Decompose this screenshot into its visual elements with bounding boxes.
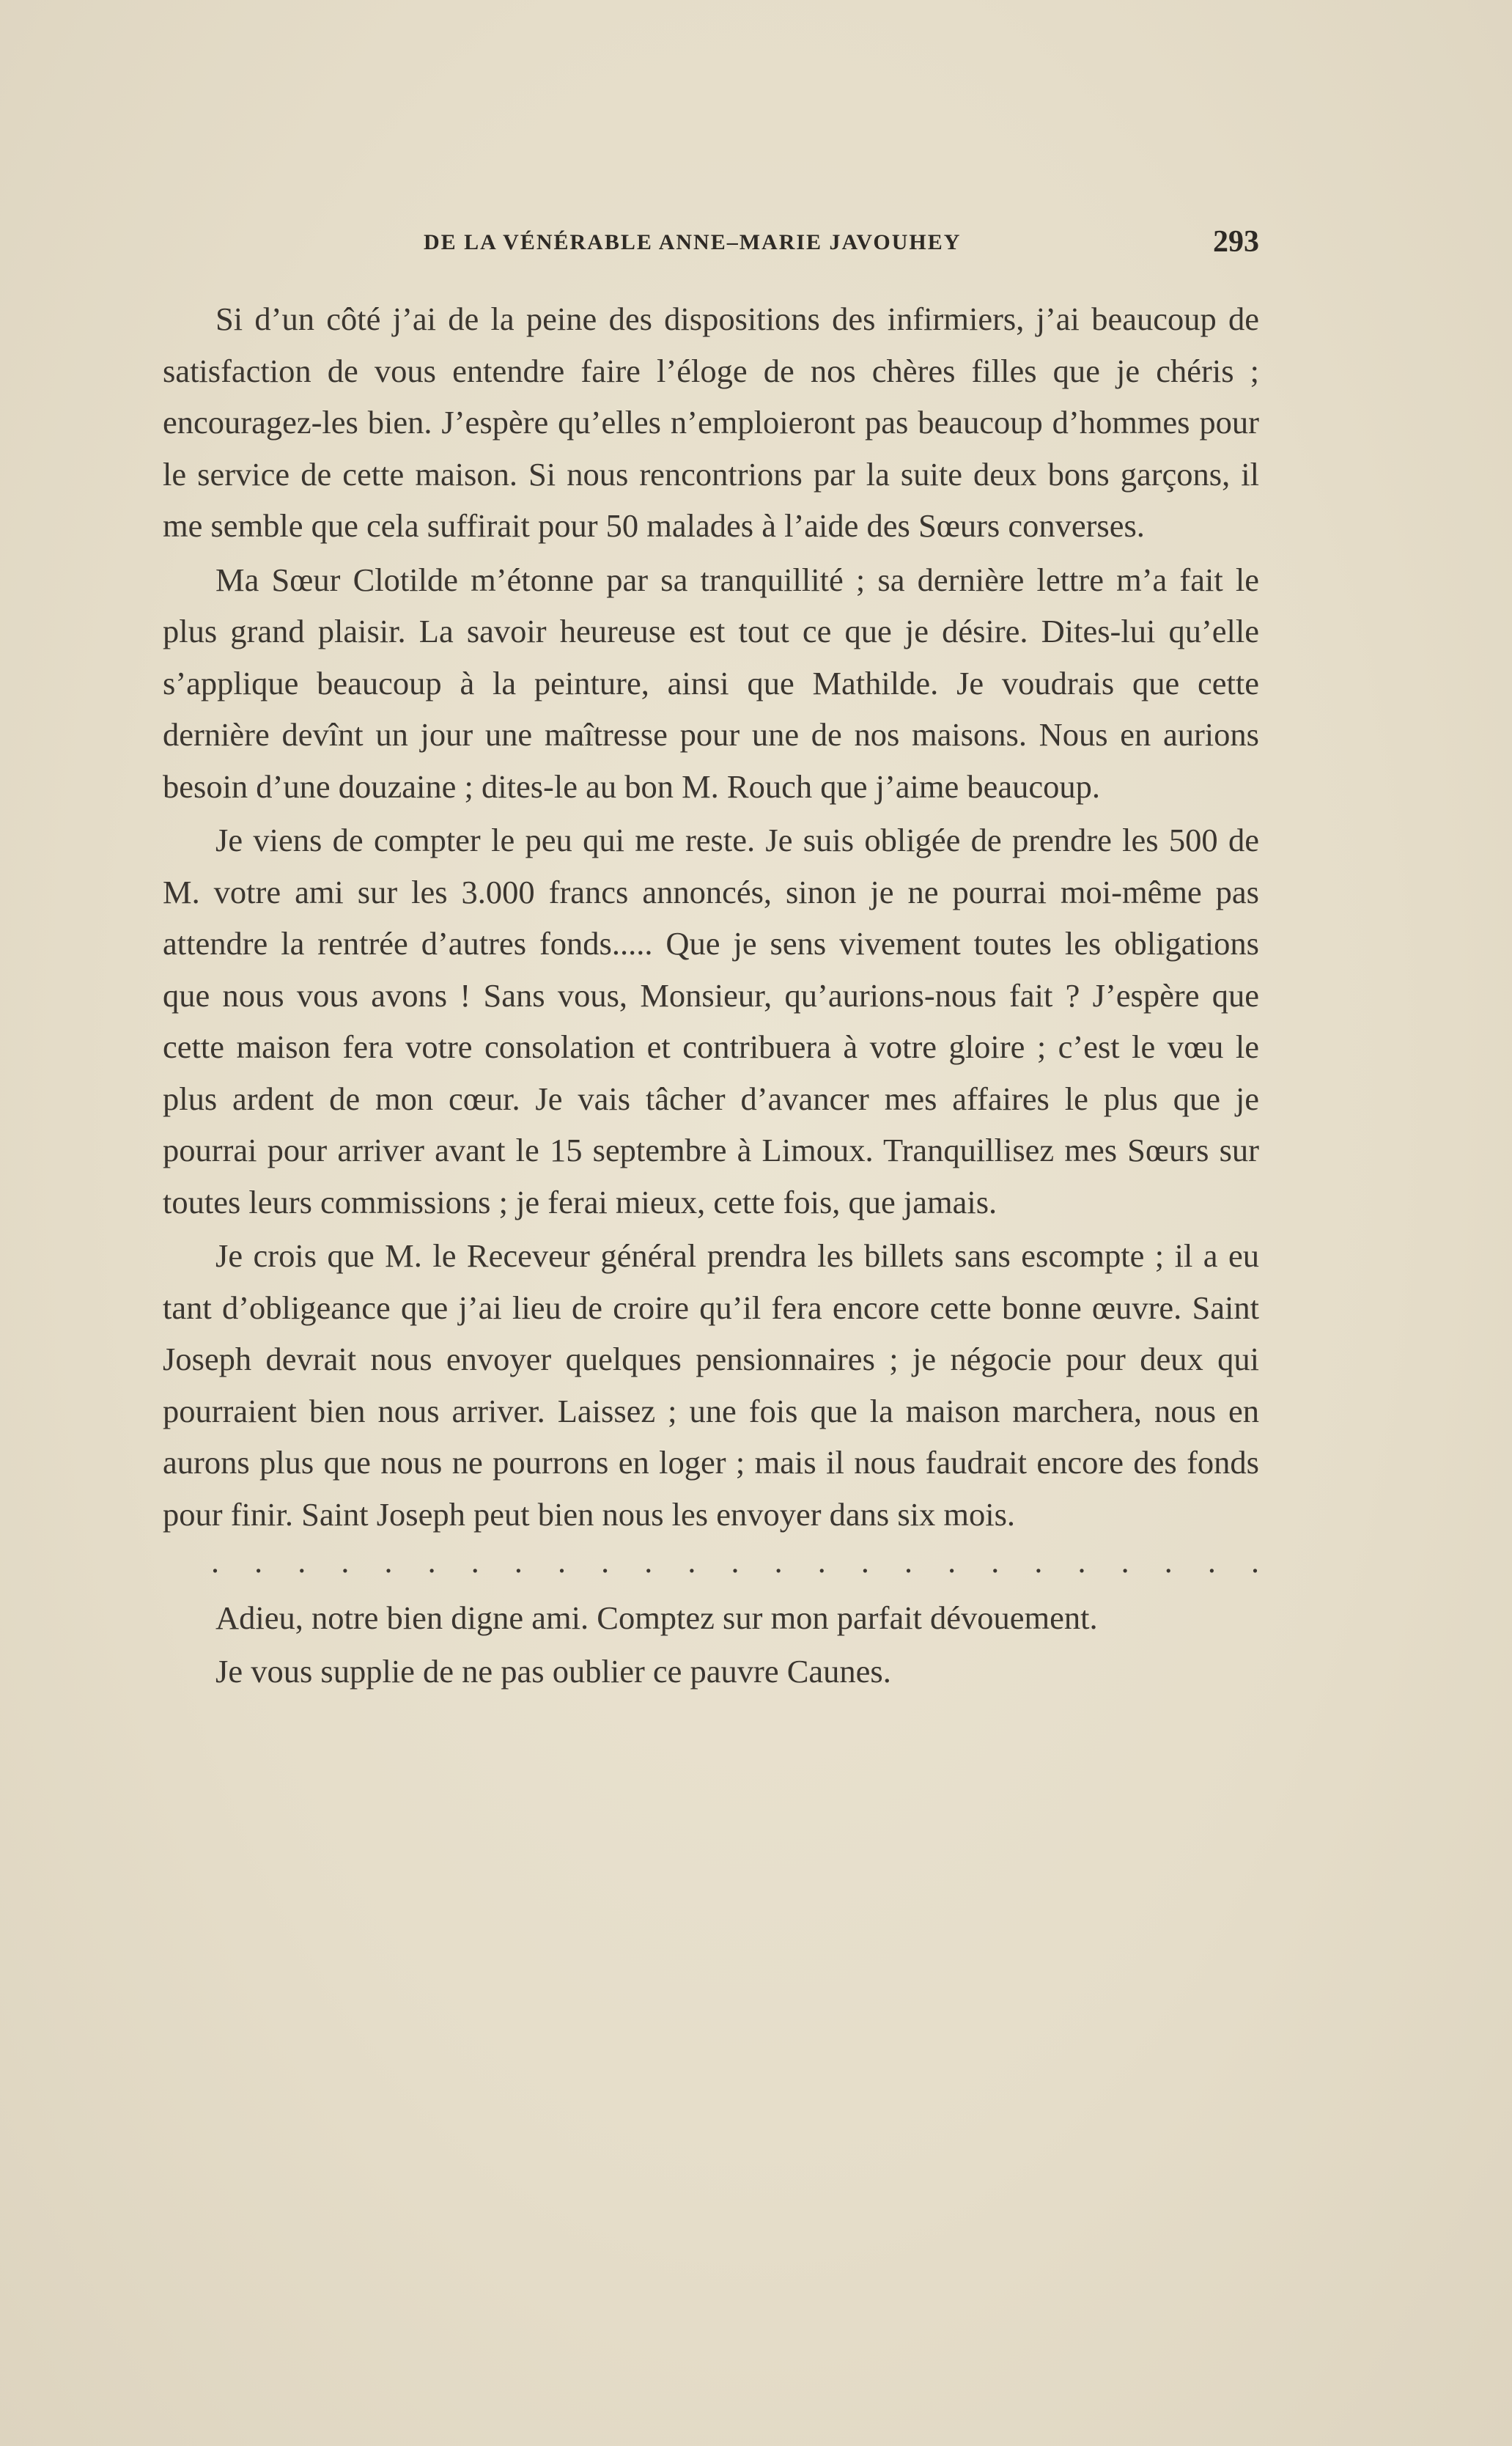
letter-body — [163, 293, 1259, 1698]
ellipsis-dot: . — [774, 1544, 783, 1580]
paragraph: Ma Sœur Clotilde m’étonne par sa tranquillité ; sa dernière lettre m’a fait le plus grand plaisir. La savoir heureuse est tout ce que je désire. Dites-lui qu’elle s’applique beaucoup à la peinture, ainsi que Mathilde. Je voudrais que cette dernière devînt un jour une maîtresse pour une de nos maisons. Nous en aurions besoin d’une douzaine ; dites-le au bon M. Rouch que j’aime beaucoup. — [163, 561, 1259, 805]
ellipsis-dot: . — [817, 1544, 826, 1580]
ellipsis-dot: . — [991, 1544, 1000, 1580]
ellipsis-dot: . — [1207, 1544, 1216, 1580]
ellipsis-dot: . — [558, 1544, 566, 1580]
ellipsis-dot: . — [211, 1544, 219, 1580]
ellipsis-dot: . — [1034, 1544, 1043, 1580]
ellipsis-dot: . — [687, 1544, 696, 1580]
paragraph: Si d’un côté j’ai de la peine des dispositions des infirmiers, j’ai beaucoup de satisfaction de vous entendre faire l’éloge de nos chères filles que je chéris ; encouragez-les bien. J’espère qu’elles n’emploieront pas beaucoup d’hommes pour le service de cette maison. Si nous rencontrions par la suite deux bons garçons, il me semble que cela suffirait pour 50 malades à l’aide des Sœurs converses. — [163, 301, 1259, 544]
ellipsis-dot: . — [298, 1544, 306, 1580]
ellipsis-dot: . — [904, 1544, 912, 1580]
ellipsis-dot: . — [427, 1544, 436, 1580]
ellipsis-dot: . — [384, 1544, 393, 1580]
ellipsis-dot: . — [1251, 1544, 1259, 1580]
ellipsis-dot: . — [601, 1544, 610, 1580]
ellipsis-dot: . — [514, 1544, 523, 1580]
ellipsis-dot: . — [1121, 1544, 1129, 1580]
closing-paragraph: Je vous supplie de ne pas oublier ce pauvre Caunes. — [215, 1653, 891, 1690]
ellipsis-dot: . — [948, 1544, 956, 1580]
ellipsis-dot: . — [254, 1544, 263, 1580]
ellipsis-dot: . — [860, 1544, 869, 1580]
ellipsis-dot: . — [644, 1544, 653, 1580]
ellipsis-separator — [163, 1540, 1259, 1592]
running-title: DE LA VÉNÉRABLE ANNE–MARIE JAVOUHEY — [424, 230, 962, 254]
ellipsis-dot: . — [1077, 1544, 1086, 1580]
paragraph: Je viens de compter le peu qui me reste. Je suis obligée de prendre les 500 de M. votre ami sur les 3.000 francs annoncés, sinon je ne pourrai moi-même pas attendre la rentrée d’autres fonds..... Que je sens vivement toutes les obligations que nous vous avons ! Sans vous, Monsieur, qu’aurions-nous fait ? J’espère que cette maison fera votre consolation et contribuera à votre gloire ; c’est le vœu le plus ardent de mon cœur. Je vais tâcher d’avancer mes affaires le plus que je pourrai pour arriver avant le 15 septembre à Limoux. Tranquillisez mes Sœurs sur toutes leurs commissions ; je ferai mieux, cette fois, que jamais. — [163, 822, 1259, 1220]
page-number: 293 — [1213, 225, 1259, 259]
closing-paragraph: Adieu, notre bien digne ami. Comptez sur mon parfait dévouement. — [215, 1599, 1098, 1636]
page-header — [163, 220, 1259, 271]
ellipsis-dot: . — [731, 1544, 740, 1580]
paragraph: Je crois que M. le Receveur général prendra les billets sans escompte ; il a eu tant d’obligeance que j’ai lieu de croire qu’il fera encore cette bonne œuvre. Saint Joseph devrait nous envoyer quelques pensionnaires ; je négocie pour deux qui pourraient bien nous arriver. Laissez ; une fois que la maison marchera, nous en aurons plus que nous ne pourrons en loger ; mais il nous faudrait encore des fonds pour finir. Saint Joseph peut bien nous les envoyer dans six mois. — [163, 1237, 1259, 1533]
ellipsis-dot: . — [341, 1544, 350, 1580]
ellipsis-dot: . — [471, 1544, 479, 1580]
ellipsis-dot: . — [1164, 1544, 1173, 1580]
